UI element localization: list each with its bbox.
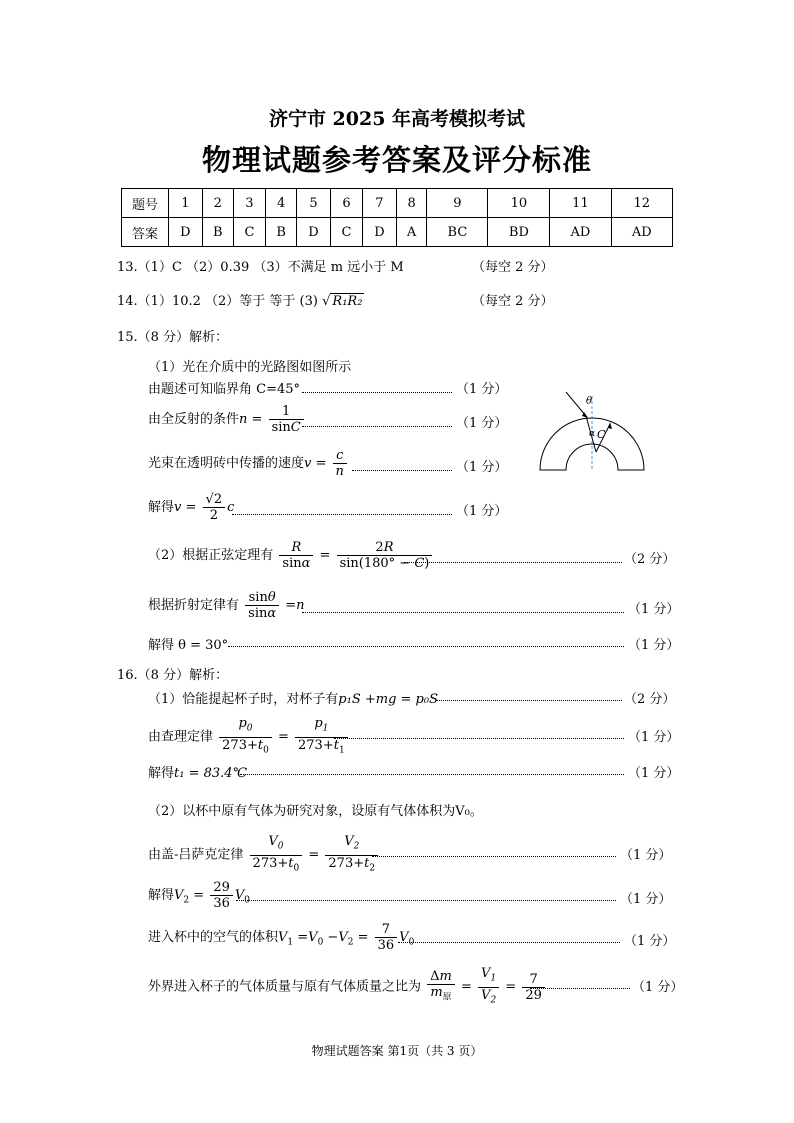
table-cell: A xyxy=(396,218,427,247)
table-cell: D xyxy=(169,218,203,247)
table-row xyxy=(122,218,673,247)
table-cell: 11 xyxy=(550,189,611,218)
dot-leader xyxy=(236,900,616,901)
q16-line2: 由查理定律 $\frac{p_0}{273+t_0}$ = $\frac{p_1}{273+t_1}$ xyxy=(148,716,350,758)
q15-line6: 根据折射定律有 $\frac{\sin\theta}{\sin\alpha}$ =n xyxy=(148,590,305,621)
table-cell: C xyxy=(233,218,265,247)
q16-line5: 解得$V_2$ = $\frac{29}{36}$ $V_0$ xyxy=(148,880,250,911)
dot-leader xyxy=(228,646,624,647)
q13-answer: 13.（1）C （2）0.39 （3）不满足 m 远小于 M xyxy=(117,260,404,275)
exam-title: 济宁市 2025 年高考模拟考试 xyxy=(268,108,526,130)
theta-label: θ xyxy=(586,396,593,407)
q16-score5: （1 分） xyxy=(620,892,672,907)
q15-line2-text: 由全反射的条件 xyxy=(148,412,240,427)
q16-line3-text: 解得 xyxy=(148,766,175,781)
table-cell: B xyxy=(202,218,233,247)
table-cell: 12 xyxy=(611,189,672,218)
q16-line4: 由盖-吕萨克定律 $\frac{V_0}{273+t_0}$ = $\frac{V_2}{273+t_2}$ xyxy=(148,834,380,876)
q15-score1: （1 分） xyxy=(456,382,508,397)
answer-table xyxy=(121,188,673,247)
table-cell: 7 xyxy=(363,189,397,218)
q16-line1-text: （1）恰能提起杯子时，对杯子有 xyxy=(148,692,339,707)
q15-line7: 解得 θ = 30° xyxy=(148,638,229,653)
table-cell: 9 xyxy=(427,189,488,218)
page-footer: 物理试题答案 第1页（共 3 页） xyxy=(311,1044,483,1058)
q16-line1-eq: p₁S +mg = p₀S xyxy=(338,692,438,707)
q15-score6: （1 分） xyxy=(628,602,680,617)
table-cell: 4 xyxy=(266,189,297,218)
q16-line7: 外界进入杯子的气体质量与原有气体质量之比为 $\frac{\Delta m}{m_原}$ = $\frac{V_1}{V_2}$ = $\frac{7}{29}$ xyxy=(148,966,547,1008)
q15-heading: 15.（8 分）解析： xyxy=(117,330,229,345)
q15-line5-text: （2）根据正弦定理有 xyxy=(148,548,274,563)
dot-leader xyxy=(334,738,624,739)
q16-line6: 进入杯中的空气的体积$V_1 =V_0 -V_2$ = $\frac{7}{36}$ $V_0$ xyxy=(148,922,415,953)
q15-score4: （1 分） xyxy=(456,504,508,519)
q16-line1 xyxy=(148,688,438,707)
q16-score6: （1 分） xyxy=(624,934,676,949)
dot-leader xyxy=(398,942,620,943)
table-cell: C xyxy=(330,218,362,247)
q16-heading: 16.（8 分）解析： xyxy=(117,668,229,683)
table-cell: BD xyxy=(488,218,550,247)
q15-line4-text: 解得 xyxy=(148,500,175,515)
dot-leader xyxy=(302,612,624,613)
dot-leader xyxy=(530,988,630,989)
table-cell: AD xyxy=(611,218,672,247)
q16-line7-text: 外界进入杯子的气体质量与原有气体质量之比为 xyxy=(148,979,422,995)
table-cell: D xyxy=(297,218,331,247)
q15-score2: （1 分） xyxy=(456,416,508,431)
dot-leader xyxy=(302,426,452,427)
q16-score3: （1 分） xyxy=(628,766,680,781)
table-cell: AD xyxy=(550,218,611,247)
q15-line6-text: 根据折射定律有 xyxy=(148,598,240,613)
q16-score7: （1 分） xyxy=(632,980,684,995)
q15-score5: （2 分） xyxy=(624,552,676,567)
q14-sqrt: R₁R₂ xyxy=(332,294,363,309)
q16-line2-text: 由查理定律 xyxy=(148,729,214,745)
q14-score: （每空 2 分） xyxy=(472,294,554,309)
dot-leader xyxy=(404,562,622,563)
alpha-label: α xyxy=(589,429,596,439)
q16-score4: （1 分） xyxy=(620,848,672,863)
table-cell: B xyxy=(266,218,297,247)
row-label: 题号 xyxy=(122,189,169,218)
table-cell: D xyxy=(363,218,397,247)
table-cell: 1 xyxy=(169,189,203,218)
dot-leader xyxy=(240,774,624,775)
table-cell: 6 xyxy=(330,189,362,218)
dot-leader xyxy=(302,392,452,393)
c-label: C xyxy=(597,428,606,441)
table-cell: BC xyxy=(427,218,488,247)
q16-score2: （1 分） xyxy=(628,730,680,745)
table-row xyxy=(122,189,673,218)
light-path-diagram xyxy=(534,392,650,476)
q16-part2: （2）以杯中原有气体为研究对象，设原有气体体积为V₀。 xyxy=(148,804,483,819)
q15-line3-text: 光束在透明砖中传播的速度 xyxy=(148,456,305,471)
dot-leader xyxy=(436,700,622,701)
q16-score1: （2 分） xyxy=(624,692,676,707)
q16-line3 xyxy=(148,762,247,781)
row-label: 答案 xyxy=(122,218,169,247)
q14-answer: 14.（1）10.2 （2）等于 等于 (3) √ R₁R₂ xyxy=(117,294,363,309)
q15-line5: （2）根据正弦定理有 $\frac{R}{\sin\alpha}$ = $\frac{2R}{\sin(180^\circ - C)}$ xyxy=(148,540,434,571)
q16-line5-text: 解得 xyxy=(148,888,175,903)
q16-line3-eq: t₁ = 83.4℃ xyxy=(174,766,248,781)
q15-line1: 由题述可知临界角 C=45° xyxy=(148,382,301,397)
table-cell: 2 xyxy=(202,189,233,218)
q15-part1: （1）光在介质中的光路图如图所示 xyxy=(148,360,352,375)
dot-leader xyxy=(352,470,452,471)
table-cell: 8 xyxy=(396,189,427,218)
q15-line3: 光束在透明砖中传播的速度v = $\frac{c}{n}$ xyxy=(148,448,349,479)
q15-line2: 由全反射的条件n = $\frac{1}{\sin C}$ xyxy=(148,404,306,435)
q14-text: 14.（1）10.2 （2）等于 等于 (3) xyxy=(117,294,318,309)
q15-line4: 解得v = $\frac{√2}{2}$ c xyxy=(148,492,235,523)
table-cell: 3 xyxy=(233,189,265,218)
document-title: 物理试题参考答案及评分标准 xyxy=(201,143,592,177)
table-cell: 10 xyxy=(488,189,550,218)
dot-leader xyxy=(232,514,452,515)
q15-score3: （1 分） xyxy=(456,460,508,475)
table-cell: 5 xyxy=(297,189,331,218)
q16-line4-text: 由盖-吕萨克定律 xyxy=(148,847,244,863)
dot-leader xyxy=(372,856,616,857)
q13-score: （每空 2 分） xyxy=(472,260,554,275)
q15-score7: （1 分） xyxy=(628,638,680,653)
q16-line6-text: 进入杯中的空气的体积 xyxy=(148,930,279,945)
